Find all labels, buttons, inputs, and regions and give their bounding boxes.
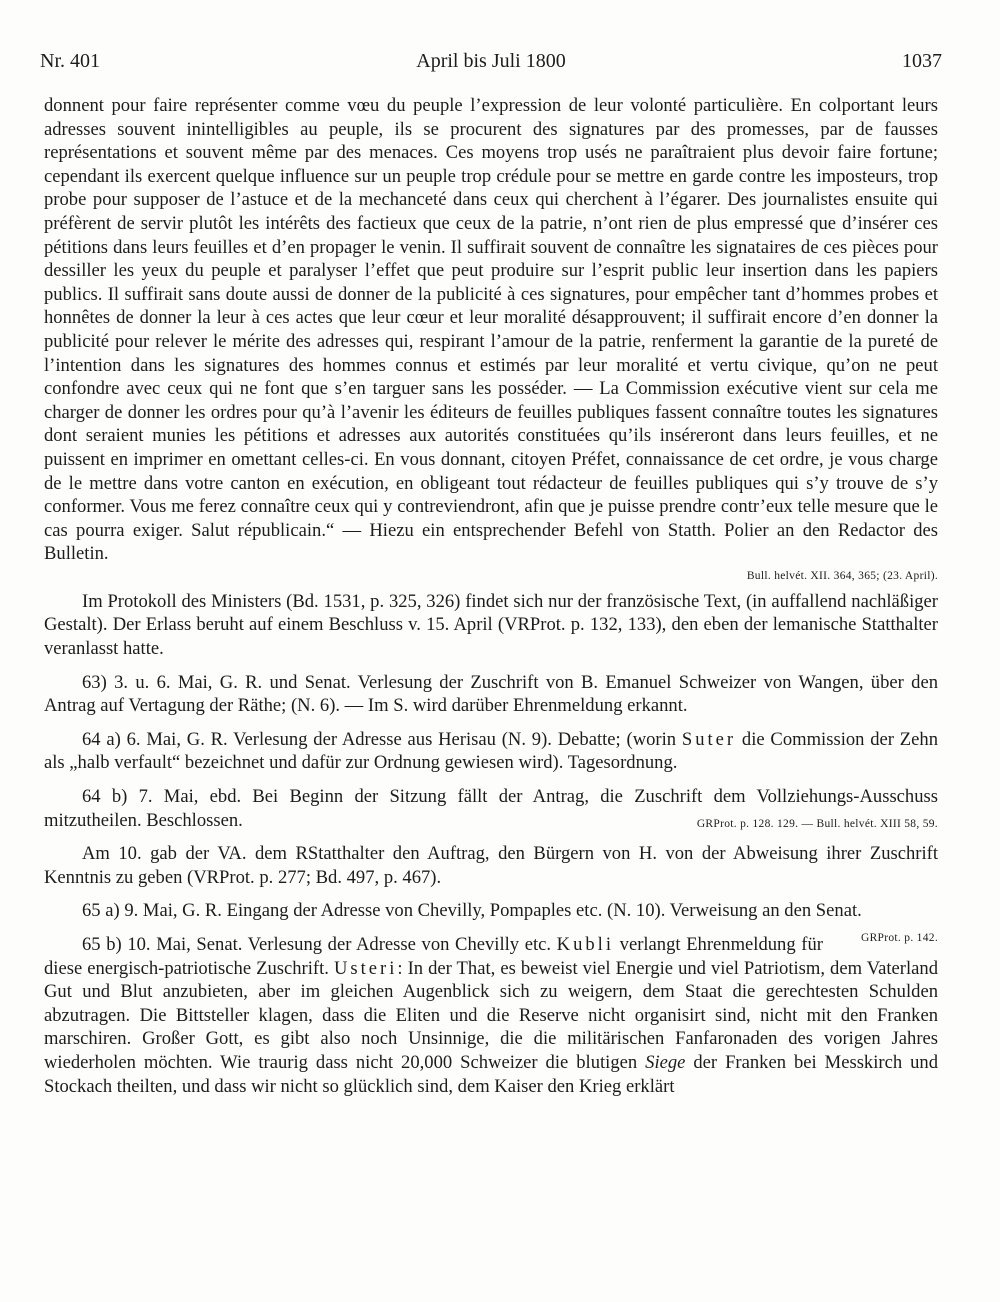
paragraph-am10: Am 10. gab der VA. dem RStatthalter den Auftrag, den Bürgern von H. von der Abweisung ihrer Zuschrift Kenntnis zu geben (VRProt. p. 277; Bd. 497, p. 467).	[44, 843, 938, 888]
entry-65b	[44, 933, 938, 1098]
page-number: 1037	[902, 50, 942, 72]
entry-65a	[44, 899, 938, 944]
speaker-usteri: Usteri	[333, 957, 398, 979]
document-number: Nr. 401	[40, 50, 100, 72]
entry-64a-text-1: 64 a) 6. Mai, G. R. Verlesung der Adresse aus Herisau (N. 9). Debatte; (worin	[82, 728, 682, 750]
speaker-suter: Suter	[681, 728, 737, 750]
page-header	[40, 50, 942, 80]
entry-65a-text: 65 a) 9. Mai, G. R. Eingang der Adresse von Chevilly, Pompaples etc. (N. 10). Verweisung an den Senat.	[82, 900, 862, 922]
entry-65b-text-4: der Franken bei Messkirch und Stockach theilten, und dass wir nicht so glücklich sind, dem Kaiser den Krieg erklärt	[44, 1051, 938, 1097]
entry-64a-text-2: die Commission der Zehn als „halb verfault“ bezeichnet und dafür zur Ordnung gewiesen wird). Tagesordnung.	[44, 728, 938, 774]
entry-64b	[44, 785, 938, 832]
paragraph-protokoll: Im Protokoll des Ministers (Bd. 1531, p. 325, 326) findet sich nur der französische Text, (in auffallend nachläßiger Gestalt). Der Erlass beruht auf einem Beschluss v. 15. April (VRProt. p. 132, 133), den eben der lemanische Statthalter veranlasst hatte.	[44, 590, 938, 660]
entry-63: 63) 3. u. 6. Mai, G. R. und Senat. Verlesung der Zuschrift von B. Emanuel Schweizer von Wangen, über den Antrag auf Vertagung der Räthe; (N. 6). — Im S. wird darüber Ehrenmeldung erkannt.	[44, 671, 938, 717]
entry-64b-text: 64 b) 7. Mai, ebd. Bei Beginn der Sitzung fällt der Antrag, die Zuschrift dem Vollziehungs-Ausschuss mitzutheilen. Beschlossen.	[44, 786, 938, 831]
entry-65b-text-2: verlangt Ehrenmeldung für diese energisch-patriotische Zuschrift.	[44, 934, 823, 979]
document-page	[40, 50, 942, 1098]
entry-65b-text-3: : In der That, es beweist viel Energie und viel Patriotism, dem Vaterland Gut und Blut anzubieten, aber im gleichen Augenblick sich zu weigern, dem Staat die gerechtesten Schulden abzutragen. Die Bittsteller klagen, dass die Eliten und die Reserve nicht organisirt sind, nicht mit den Franken marschiren. Großer Gott, es gibt also noch Unsinnige, die die militärischen Fanfaronaden des vorigen Jahres wiederholen möchten. Wie traurig dass nicht 20,000 Schweizer die blutigen	[44, 957, 939, 1073]
entry-64b-citation: GRProt. p. 128. 129. — Bull. helvét. XIII 58, 59.	[696, 817, 938, 830]
entry-64a	[44, 728, 938, 775]
running-title: April bis Juli 1800	[416, 50, 566, 72]
entry-65a-citation: GRProt. p. 142.	[860, 932, 938, 944]
quote-text: donnent pour faire représenter comme vœu du peuple l’expression de leur volonté particulière. En colportant leurs adresses souvent inintelligibles au peuple, ils se procurent des signatures par des promesses, par de fausses représentations et souvent même par des menaces. Ces moyens trop usés ne paraîtraient plus devoir faire fortune; cependant ils exercent quelque influence sur un peuple trop crédule pour se mettre en garde contre les imposteurs, trop probe pour supposer de l’astuce et de la mechanceté dans ceux qui cherchent à l’égarer. Des journalistes ensuite qui préfèrent de servir plutôt les intérêts des factieux que ceux de la patrie, n’ont rien de plus empressé que d’insérer ces pétitions dans leurs feuilles et d’en propager le venin. Il suffirait souvent de connaître les signataires de ces pièces pour dessiller les yeux du peuple et paralyser l’effet que peut produire sur l’esprit public leur insertion dans les papiers publics. Il suffirait sans doute aussi de donner de la publicité à ces signatures, pour empêcher tant d’hommes probes et honnêtes de donner la leur à ces actes que leur cœur et leur moralité désapprouvent; il suffirait encore d’en donner la publicité pour relever le mérite des adresses qui, respirant l’amour de la patrie, renferment la garantie de la pureté de l’intention dans les signatures des hommes connus et estimés par leur moralité et vertu civique, qu’on ne peut confondre avec ceux qui ne font que s’en targuer sans les posséder. — La Commission exécutive vient sur cela me charger de donner les ordres pour qu’à l’avenir les éditeurs de feuilles publiques fassent connaître toutes les signatures dont seraient munies les pétitions et adresses aux autorités constituées qu’ils inséreront dans leurs feuilles, et ne puissent en imprimer en omettant celles-ci. En vous donnant, citoyen Préfet, connaissance de cet ordre, je vous charge de le mettre dans votre canton en exécution, en obligeant tout rédacteur de feuilles publiques qui s’y trouve de s’y conformer. Vous me ferez connaître ceux qui y contreviendront, afin que je puisse prendre contr’eux telle mesure que le cas pourra exiger. Salut républicain.“ — Hiezu ein entsprechender Befehl von Statth. Polier an den Redactor des Bulletin.	[44, 95, 938, 565]
word-siege: Siege	[645, 1051, 686, 1073]
speaker-kubli: Kubli	[556, 934, 615, 955]
quote-citation: Bull. helvét. XII. 364, 365; (23. April).	[746, 569, 938, 582]
page-body	[44, 94, 938, 1098]
quoted-letter	[44, 94, 938, 584]
entry-65b-text-1: 65 b) 10. Mai, Senat. Verlesung der Adresse von Chevilly etc.	[82, 934, 557, 955]
